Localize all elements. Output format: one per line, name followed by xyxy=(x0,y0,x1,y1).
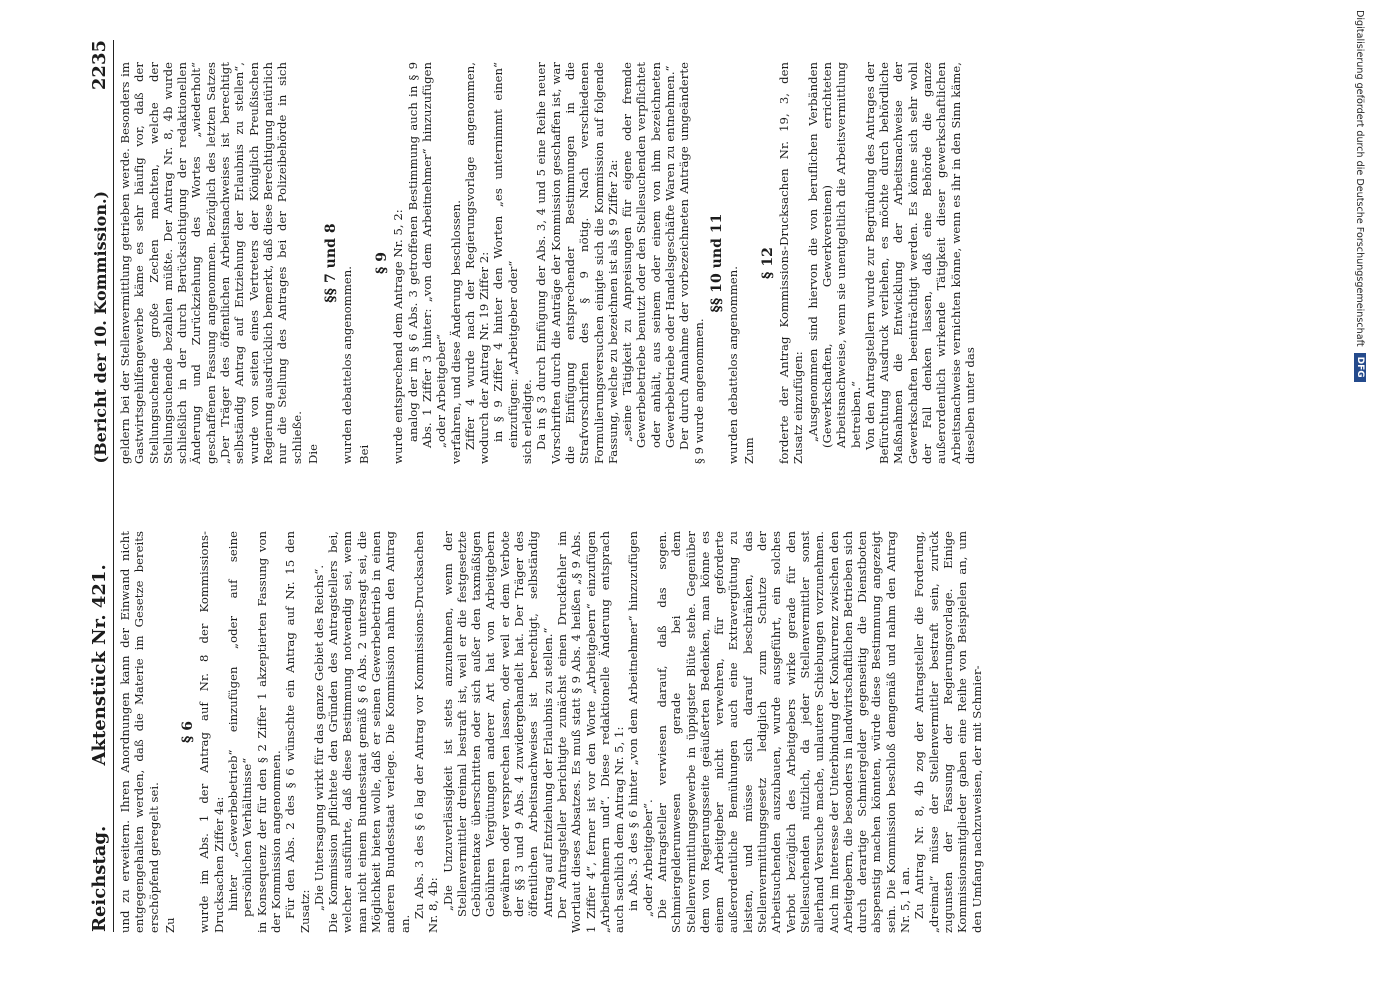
quoted-motion: hinter „Gewerbebetrieb“ einzufügen „oder auf seine persönlichen Verhältnisse“ xyxy=(226,531,255,917)
left-column xyxy=(118,531,984,933)
quoted-motion: „Die Untersagung wirkt für das ganze Gebiet des Reichs“. xyxy=(311,564,326,911)
quoted-motion: in § 9 Ziffer 4 hinter den Worten „es unternimmt einen“ einzufügen: „Arbeitgeber oder“ xyxy=(491,62,520,448)
paragraph: verfahren, und diese Änderung beschlossen. xyxy=(448,200,463,464)
paragraph: Zu Abs. 3 des § 6 lag der Antrag vor Kommissions-Drucksachen Nr. 8, 4b: xyxy=(411,531,441,933)
paragraph: Von den Antragstellern wurde zur Begründung des Antrages der Befürchtung Ausdruck verliehen, es möchte durch behördliche Maßnahmen die Entwicklung der Arbeitsnachweise der Gewerkschaften beeinträchtigt werden. Es könne sich sehr wohl der Fall denken lassen, daß eine Behörde die ganze außerordentlich wirkende Tätigkeit dieser gewerkschaftlichen Arbeitsnachweise vernichten könne, wenn es ihr in den Sinn käme, dieselben unter das xyxy=(862,62,977,464)
section-heading: § 6 xyxy=(180,720,197,744)
paragraph: in Konsequenz der für den § 2 Ziffer 1 akzeptierten Fassung von der Kommission angenommen. xyxy=(254,531,283,933)
paragraph: Für den Abs. 2 des § 6 wünschte ein Antrag auf Nr. 15 den Zusatz: xyxy=(283,531,312,933)
page-header xyxy=(78,40,114,932)
digitization-credit xyxy=(1352,10,1380,630)
paragraph: geldern bei der Stellenvermittlung getrieben werde. Besonders im Gastwirtsgehilfengewerbe käme es sehr häufig vor, daß der Stellungsuchende große Zechen machten, welche der Stellungsuchende bezahlen müßte. Der Antrag Nr. 8, 4b wurde schließlich in der durch Berücksichtigung der redaktionellen Änderung und Zurückziehung des Wortes „wiederholt“ geschaffenen Fassung angenommen. Bezüglich des letzten Satzes „Der Träger des öffentlichen Arbeitsnachweises ist berechtigt selbständig Antrag auf Entziehung der Erlaubnis zu stellen“, wurde von seiten eines Vertreters der Königlich Preußischen Regierung ausdrücklich bemerkt, daß diese Berechtigung natürlich nur die Stellung des Antrages bei der Polizeibehörde in sich schließe. xyxy=(118,62,304,464)
paragraph: sich erledigte. xyxy=(520,379,535,464)
credit-text: Digitalisierung gefördert durch die Deutsche Forschungsgemeinschaft xyxy=(1354,10,1366,347)
header-reichstag: Reichstag. xyxy=(89,825,110,932)
paragraph: Da in § 3 durch Einfügung der Abs. 3, 4 und 5 eine Reihe neuer Vorschriften durch die Anträge der Kommission geschaffen ist, war die Einfügung entsprechender Bestimmungen in die Strafvorschriften des § 9 nötig. Nach verschiedenen Formulierungsversuchen einigte sich die Kommission auf folgende Fassung, welche zu bezeichnen ist als § 9 Ziffer 2a: xyxy=(534,62,620,464)
section-intro-word: Bei xyxy=(356,444,371,464)
paragraph: Zu Antrag Nr. 8, 4b zog der Antragsteller die Forderung, „dreimal“ müsse der Stellenvermittler bestraft sein, zurück zugunsten der Fassung der Regierungsvorlage. Einige Kommissionsmitglieder gaben eine Reihe von Beispielen an, um den Umfang nachzuweisen, der mit Schmier- xyxy=(912,531,984,933)
section-intro-word: Die xyxy=(305,443,320,464)
header-left xyxy=(89,564,110,932)
section-heading: §§ 10 und 11 xyxy=(708,213,725,313)
quoted-motion: „seine Tätigkeit zu Anpreisungen für eigene oder fremde Gewerbebetriebe benutzt oder den Stellesuchenden verpflichtet oder anhält, aus seinem oder einem von ihm bezeichneten Gewerbebetriebe oder Handelsgeschäfte Waren zu entnehmen.“ xyxy=(620,62,677,448)
section-heading: § 12 xyxy=(759,247,776,279)
header-center: (Bericht der 10. Kommission.) xyxy=(91,190,110,464)
quoted-motion: „Die Unzuverlässigkeit ist stets anzunehmen, wenn der Stellenvermittler dreimal bestraft ist, weil er die festgesetzte Gebührentaxe überschritten oder sich außer den taxmäßigen Gebühren Vergütungen anderer Art hat von Arbeitgebern gewähren oder versprechen lassen, oder weil er dem Verbote der §§ 3 und 9 Abs. 4 zuwidergehandelt hat. Der Träger des öffentlichen Arbeitsnachweises ist berechtigt, selbständig Antrag auf Entziehung der Erlaubnis zu stellen.“ xyxy=(440,531,555,917)
paragraph: wurde entsprechend dem Antrage Nr. 5, 2: xyxy=(391,209,406,464)
paragraph: Die Antragsteller verwiesen darauf, daß das sogen. Schmiergelderunwesen gerade bei dem Stellenvermittlungsgewerbe in üppigster Blüte stehe. Gegenüber dem von Regierungsseite geäußerten Bedenken, man könne es einem Arbeitgeber nicht verwehren, für geforderte außerordentliche Bemühungen auch eine Extravergütung zu leisten, und müsse sich darauf beschränken, das Stellenvermittlungsgesetz lediglich zum Schutze der Arbeitsuchenden auszubauen, wurde ausgeführt, ein solches Verbot bezüglich des Arbeitgebers wirke gerade für den Stellesuchenden nützlich, da jeder Stellenvermittler sonst allerhand Versuche mache, unlautere Schiebungen vorzunehmen. Auch im Interesse der Unterbindung der Konkurrenz zwischen den Arbeitgebern, die besonders in landwirtschaftlichen Betrieben sich durch derartige Schmiergelder gegenseitig die Dienstboten abspenstig machen könnten, würde diese Bestimmung angezeigt sein. Die Kommission beschloß demgemäß und nahm den Antrag Nr. 5, 1 an. xyxy=(654,531,913,933)
dfg-logo: DFG xyxy=(1354,353,1366,382)
right-column xyxy=(118,62,977,464)
section-intro-word: Zu xyxy=(162,917,177,933)
paragraph: wurde im Abs. 1 der Antrag auf Nr. 8 der Kommissions-Drucksachen Ziffer 4a: xyxy=(197,531,226,933)
section-intro-word: Zum xyxy=(742,437,757,464)
quoted-motion: analog der im § 6 Abs. 3 getroffenen Bestimmung auch in § 9 Abs. 1 Ziffer 3 hinter: „von dem Arbeitnehmer“ hinzuzufügen „oder Arbeitgeber“ xyxy=(405,62,449,448)
paragraph: wurden debattelos angenommen. xyxy=(340,265,355,464)
quoted-motion: „Ausgenommen sind hiervon die von beruflichen Verbänden (Gewerkschaften, Gewerkvereinen) errichteten Arbeitsnachweise, wenn sie unentgeltlich die Arbeitsvermittlung betreiben.“ xyxy=(805,62,863,448)
paragraph: Ziffer 4 wurde nach der Regierungsvorlage angenommen, wodurch der Antrag Nr. 19 Ziffer 2: xyxy=(462,62,492,464)
section-heading: §§ 7 und 8 xyxy=(323,223,340,303)
header-aktenstueck: Aktenstück Nr. 421. xyxy=(89,564,110,766)
paragraph: Die Kommission pflichtete den Gründen des Antragstellers bei, welcher ausführte, daß diese Bestimmung notwendig sei, wenn man nicht einem Bundesstaat gemäß § 6 Abs. 2 untersagt sei, die Möglichkeit bieten wolle, daß er seinen Gewerbebetrieb in einen anderen Bundesstaat verlege. Die Kommission nahm den Antrag an. xyxy=(326,531,412,933)
paragraph: Der durch Annahme der vorbezeichneten Anträge umgeänderte § 9 wurde angenommen. xyxy=(677,62,706,464)
paragraph: Der Antragsteller berichtigte zunächst einen Druckfehler im Wortlaut dieses Absatzes. Es muß statt § 9 Abs. 4 heißen „§ 9 Abs. 1 Ziffer 4“, ferner ist vor den Worte „Arbeitgebern“ einzufügen „Arbeitnehmern und“. Diese redaktionelle Änderung entsprach auch sachlich dem Antrag Nr. 5, 1: xyxy=(554,531,627,933)
page-number: 2235 xyxy=(89,40,110,91)
paragraph: und zu erweitern. Ihren Anordnungen kann der Einwand nicht entgegengehalten werden, daß die Materie im Gesetze bereits erschöpfend geregelt sei. xyxy=(118,531,161,933)
quoted-motion: in Abs. 3 des § 6 hinter „von dem Arbeitnehmer“ hinzuzufügen „oder Arbeitgeber“. xyxy=(626,531,655,917)
paragraph: forderte der Antrag Kommissions-Drucksachen Nr. 19, 3, den Zusatz einzufügen: xyxy=(777,62,806,464)
section-heading: § 9 xyxy=(374,251,391,275)
paragraph: wurden debattelos angenommen. xyxy=(726,265,741,464)
